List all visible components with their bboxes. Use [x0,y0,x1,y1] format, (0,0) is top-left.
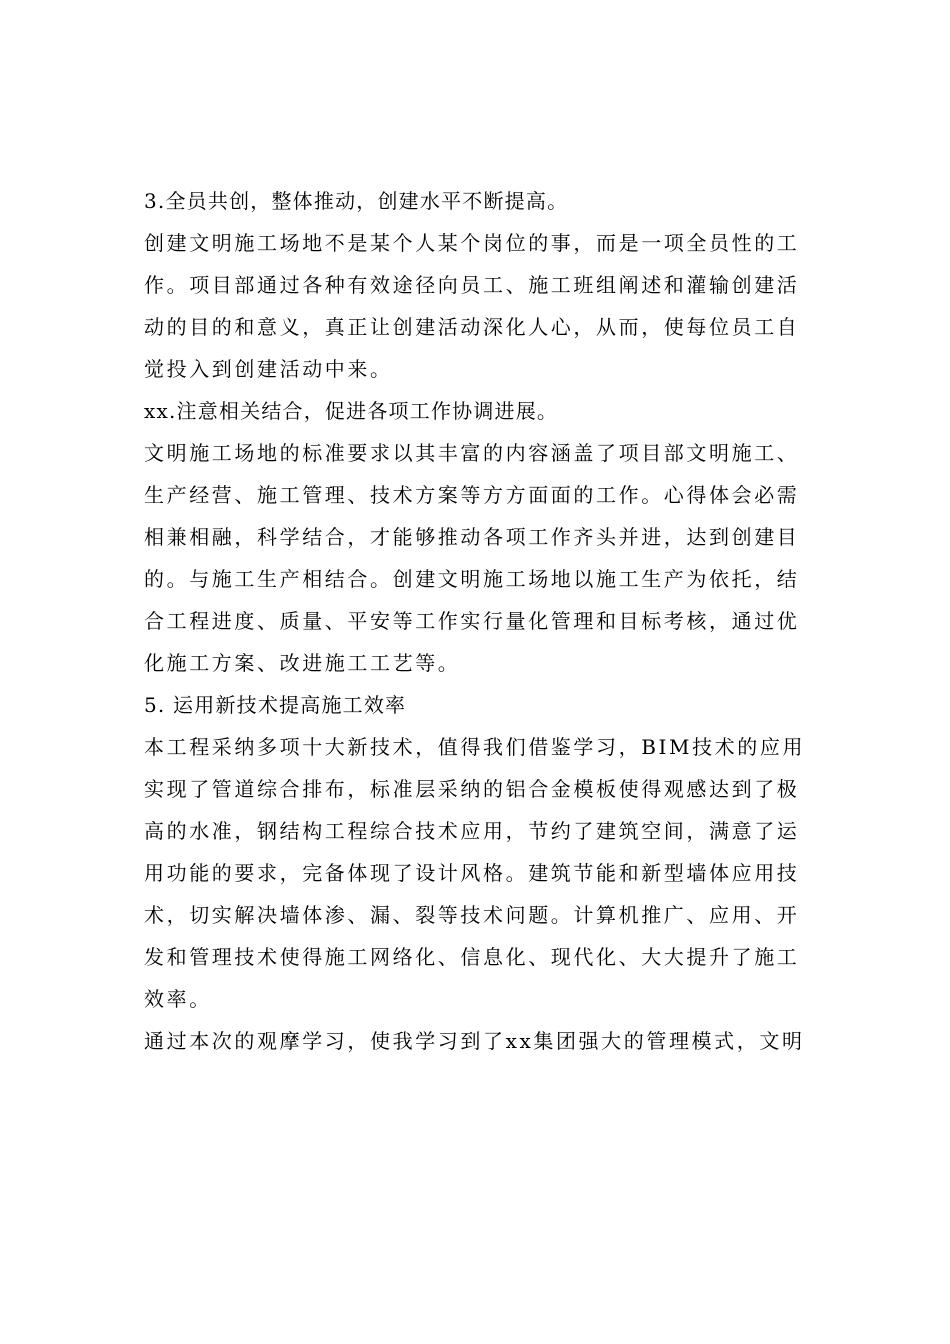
paragraph-line: 合工程进度、质量、平安等工作实行量化管理和目标考核，通过优 [144,609,800,633]
paragraph-line: 的。与施工生产相结合。创建文明施工场地以施工生产为依托，结 [144,567,800,591]
paragraph-line: 化施工方案、改进施工工艺等。 [144,651,461,675]
section-heading [144,180,808,222]
paragraph-line: 效率。 [144,987,212,1011]
heading-text: xx.注意相关结合，促进各项工作协调进展。 [144,399,559,423]
heading-text: 3.全员共创，整体推动，创建水平不断提高。 [144,189,569,213]
paragraph-line: 实现了管道综合排布，标准层采纳的铝合金模板使得观感达到了极 [144,777,800,801]
document-body [144,180,808,1062]
paragraph-line: 动的目的和意义，真正让创建活动深化人心，从而，使每位员工自 [144,315,800,339]
paragraph-line: 用功能的要求，完备体现了设计风格。建筑节能和新型墙体应用技 [144,861,800,885]
paragraph-line: 术，切实解决墙体渗、漏、裂等技术问题。计算机推广、应用、开 [144,903,800,927]
section-heading [144,684,808,726]
section-heading [144,390,808,432]
paragraph-line: 生产经营、施工管理、技术方案等方方面面的工作。心得体会必需 [144,483,800,507]
paragraph [144,222,808,390]
paragraph-line: 高的水准，钢结构工程综合技术应用，节约了建筑空间，满意了运 [144,819,800,843]
paragraph-line: 觉投入到创建活动中来。 [144,357,393,381]
heading-text: 5. 运用新技术提高施工效率 [144,693,407,717]
paragraph-line: 通过本次的观摩学习，使我学习到了xx集团强大的管理模式，文明 [144,1029,805,1053]
paragraph [144,726,808,1020]
paragraph-line: 作。项目部通过各种有效途径向员工、施工班组阐述和灌输创建活 [144,273,800,297]
paragraph-line: 文明施工场地的标准要求以其丰富的内容涵盖了项目部文明施工、 [144,441,800,465]
paragraph-line: 本工程采纳多项十大新技术，值得我们借鉴学习，BIM技术的应用 [144,735,806,759]
paragraph-line: 创建文明施工场地不是某个人某个岗位的事，而是一项全员性的工 [144,231,800,255]
paragraph [144,1020,808,1062]
paragraph-line: 相兼相融，科学结合，才能够推动各项工作齐头并进，达到创建目 [144,525,800,549]
paragraph [144,432,808,684]
paragraph-line: 发和管理技术使得施工网络化、信息化、现代化、大大提升了施工 [144,945,800,969]
